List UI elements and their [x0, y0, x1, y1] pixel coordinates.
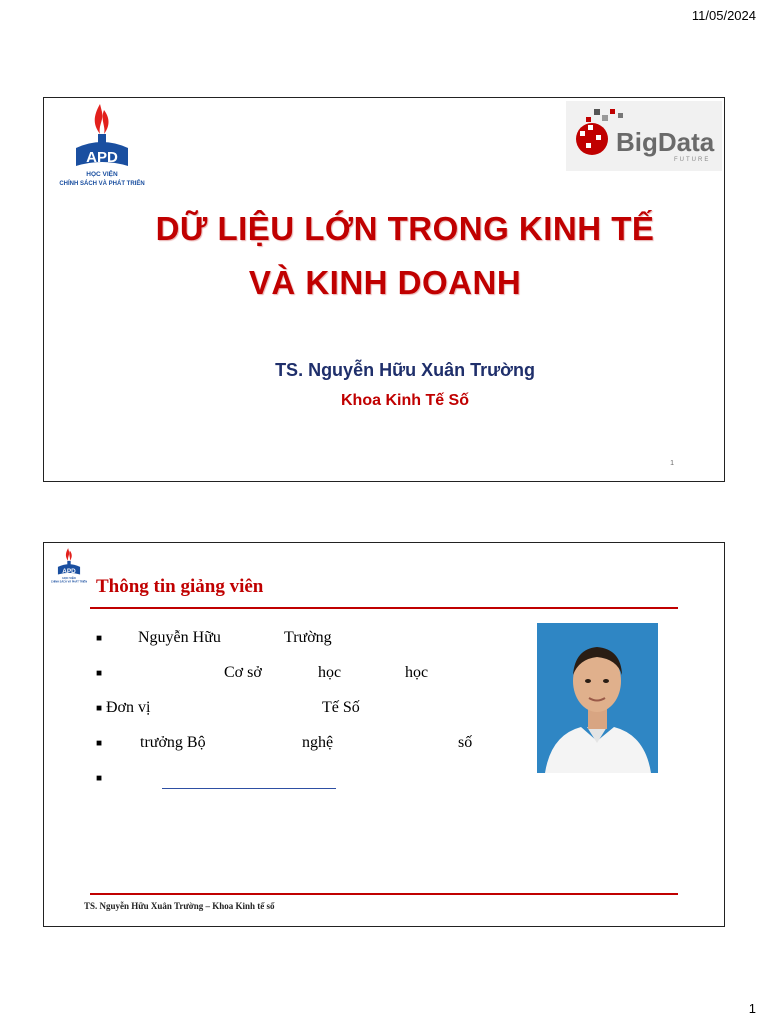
bullet-icon: ■: [96, 633, 103, 644]
author-name: TS. Nguyễn Hữu Xuân Trường: [275, 360, 535, 380]
bigdata-logo-name: BigData: [616, 127, 715, 157]
list-item: [96, 664, 516, 699]
list-item: [96, 629, 516, 664]
bullet-icon: ■: [96, 703, 103, 714]
section-title: Thông tin giảng viên: [96, 576, 264, 597]
bullet-list: [96, 629, 516, 804]
bullet-icon: ■: [96, 668, 103, 679]
bigdata-logo-tagline: FUTURE: [674, 157, 711, 163]
bullet-text: Nguyễn Hữu: [138, 629, 221, 646]
link-underline[interactable]: [162, 788, 336, 789]
slide-footer: TS. Nguyễn Hữu Xuân Trường – Khoa Kinh tế số: [84, 901, 275, 911]
list-item: [96, 734, 516, 769]
bullet-icon: ■: [96, 773, 103, 784]
bullet-text: Trường: [284, 629, 332, 646]
document-date: 11/05/2024: [691, 8, 756, 23]
slide-title-line-2: VÀ KINH DOANH: [248, 264, 522, 301]
list-item: [96, 699, 516, 734]
apd-logo-small: [46, 545, 92, 587]
bullet-text: Cơ sở: [224, 664, 262, 681]
apd-logo-small-name: APD: [62, 567, 76, 575]
page-number: 1: [748, 1001, 756, 1016]
bullet-text: trưởng Bộ: [140, 734, 206, 751]
divider-top: [90, 607, 678, 609]
slide-1: [43, 97, 725, 482]
bullet-text: Tế Số: [322, 699, 360, 716]
bullet-text: Đơn vị: [106, 699, 151, 716]
apd-logo-name: APD: [86, 149, 118, 166]
apd-logo-small-line1: HỌC VIỆN: [62, 576, 76, 580]
apd-logo-line1: HỌC VIỆN: [86, 171, 118, 178]
bullet-text: số: [458, 734, 473, 751]
slide-number: 1: [670, 460, 674, 467]
apd-logo: [48, 100, 156, 192]
bullet-text: nghệ: [302, 734, 334, 751]
bullet-icon: ■: [96, 738, 103, 749]
bigdata-logo: [566, 101, 722, 171]
bullet-text: học: [318, 664, 342, 681]
apd-logo-line2: CHÍNH SÁCH VÀ PHÁT TRIỂN: [59, 181, 145, 187]
bullet-text: học: [405, 664, 429, 681]
apd-logo-small-line2: CHÍNH SÁCH VÀ PHÁT TRIỂN: [50, 580, 88, 584]
list-item: [96, 769, 516, 804]
department-name: Khoa Kinh Tế Số: [341, 392, 469, 409]
slide-2: [43, 542, 725, 927]
divider-bottom: [90, 893, 678, 895]
slide-title-line-1: DỮ LIỆU LỚN TRONG KINH TẾ: [155, 210, 655, 247]
lecturer-photo: [537, 623, 658, 773]
